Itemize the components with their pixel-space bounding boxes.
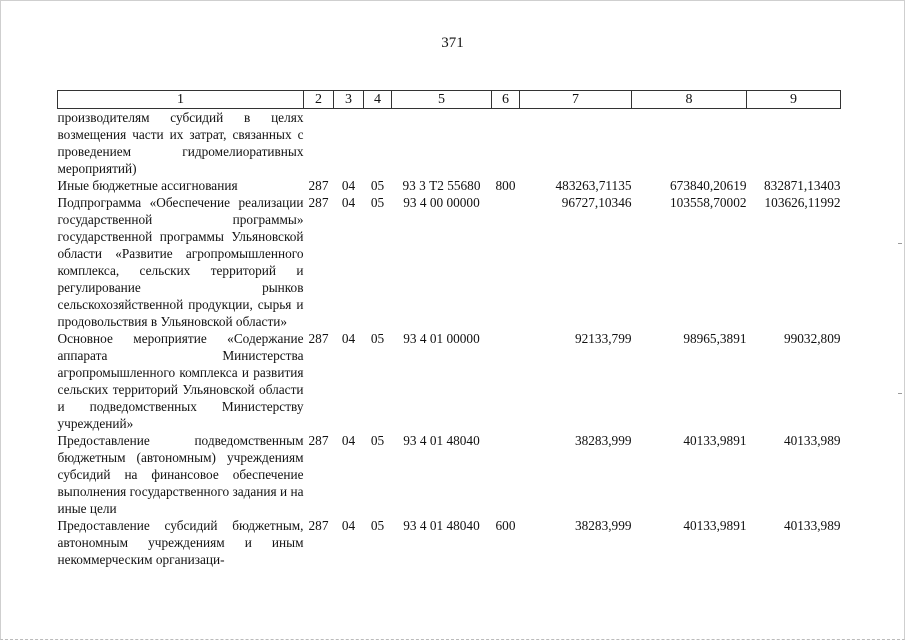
cell-col2: 287	[308, 331, 329, 346]
cell-col4: 05	[370, 195, 385, 210]
cell-col5: 93 4 00 00000	[403, 195, 480, 210]
cell-col6	[492, 109, 520, 178]
cell-col6	[492, 194, 520, 330]
cell-col3: 04	[341, 178, 356, 193]
row-name: Предоставление субсидий бюджетным, автономным учреждениям и иным некоммерческим организаци-	[57, 518, 304, 567]
cell-col8: 103558,70002	[670, 195, 747, 210]
column-header: 8	[632, 91, 747, 109]
cell-col8: 673840,20619	[670, 178, 747, 193]
cell-col2: 287	[308, 518, 329, 533]
column-header: 7	[520, 91, 632, 109]
column-header: 9	[747, 91, 841, 109]
cell-col7	[520, 109, 632, 178]
cell-col9: 40133,989	[783, 518, 841, 533]
cell-col2: 287	[308, 178, 329, 193]
cell-col3: 04	[341, 195, 356, 210]
table-row	[58, 177, 841, 194]
cell-col8: 98965,3891	[683, 331, 747, 346]
cell-col4	[364, 109, 392, 178]
scan-mark	[898, 243, 902, 244]
scan-mark	[898, 393, 902, 394]
cell-col5: 93 4 01 48040	[403, 518, 480, 533]
table-row	[58, 194, 841, 330]
row-name: Предоставление подведомственным бюджетным (автономным) учреждениям субсидий на финансовое обеспечение выполнения государственного задания и на иные цели	[57, 433, 304, 516]
cell-col7: 38283,999	[574, 518, 632, 533]
row-name: Подпрограмма «Обеспечение реализации государственной программы» государственной программы Ульяновской области «Развитие агропромышленного комплекса, сельских территорий и регулирование рынков сельскохозяйственной продукции, сырья и продовольствия в Ульяновской области»	[57, 195, 304, 329]
cell-col4: 05	[370, 433, 385, 448]
cell-col6: 800	[495, 178, 516, 193]
table-row	[58, 109, 841, 178]
cell-col2	[304, 109, 334, 178]
row-name: Основное мероприятие «Содержание аппарата Министерства агропромышленного комплекса и развития сельских территорий Ульяновской области и подведомственных Министерству учреждений»	[57, 331, 304, 431]
cell-col4: 05	[370, 518, 385, 533]
cell-col6: 600	[495, 518, 516, 533]
cell-col9: 103626,11992	[764, 195, 841, 210]
column-header: 6	[492, 91, 520, 109]
cell-col4: 05	[370, 331, 385, 346]
column-header: 1	[58, 91, 304, 109]
table-row	[58, 517, 841, 568]
cell-col3: 04	[341, 331, 356, 346]
cell-col9	[747, 109, 841, 178]
column-header: 2	[304, 91, 334, 109]
column-header: 4	[364, 91, 392, 109]
cell-col6	[492, 330, 520, 432]
cell-col8	[632, 109, 747, 178]
page-number: 371	[441, 35, 464, 51]
cell-col9: 40133,989	[783, 433, 841, 448]
cell-col9: 99032,809	[783, 331, 841, 346]
cell-col8: 40133,9891	[683, 433, 747, 448]
cell-col2: 287	[308, 195, 329, 210]
cell-col7: 38283,999	[574, 433, 632, 448]
cell-col3	[334, 109, 364, 178]
row-name: Иные бюджетные ассигнования	[57, 178, 238, 193]
cell-col9: 832871,13403	[764, 178, 841, 193]
cell-col5: 93 4 01 00000	[403, 331, 480, 346]
cell-col5: 93 3 Т2 55680	[402, 178, 481, 193]
column-header: 3	[334, 91, 364, 109]
cell-col2: 287	[308, 433, 329, 448]
cell-col5: 93 4 01 48040	[403, 433, 480, 448]
cell-col7: 483263,71135	[555, 178, 632, 193]
budget-table	[57, 90, 841, 568]
cell-col4: 05	[370, 178, 385, 193]
table-row	[58, 330, 841, 432]
cell-col6	[492, 432, 520, 517]
cell-col3: 04	[341, 518, 356, 533]
cell-col7: 92133,799	[574, 331, 632, 346]
cell-col7: 96727,10346	[561, 195, 632, 210]
cell-col3: 04	[341, 433, 356, 448]
row-name: производителям субсидий в целях возмещения части их затрат, связанных с проведением гидромелиоративных мероприятий)	[57, 110, 304, 176]
cell-col8: 40133,9891	[683, 518, 747, 533]
cell-col5	[392, 109, 492, 178]
column-header: 5	[392, 91, 492, 109]
table-row	[58, 432, 841, 517]
table-header-row	[58, 91, 841, 109]
